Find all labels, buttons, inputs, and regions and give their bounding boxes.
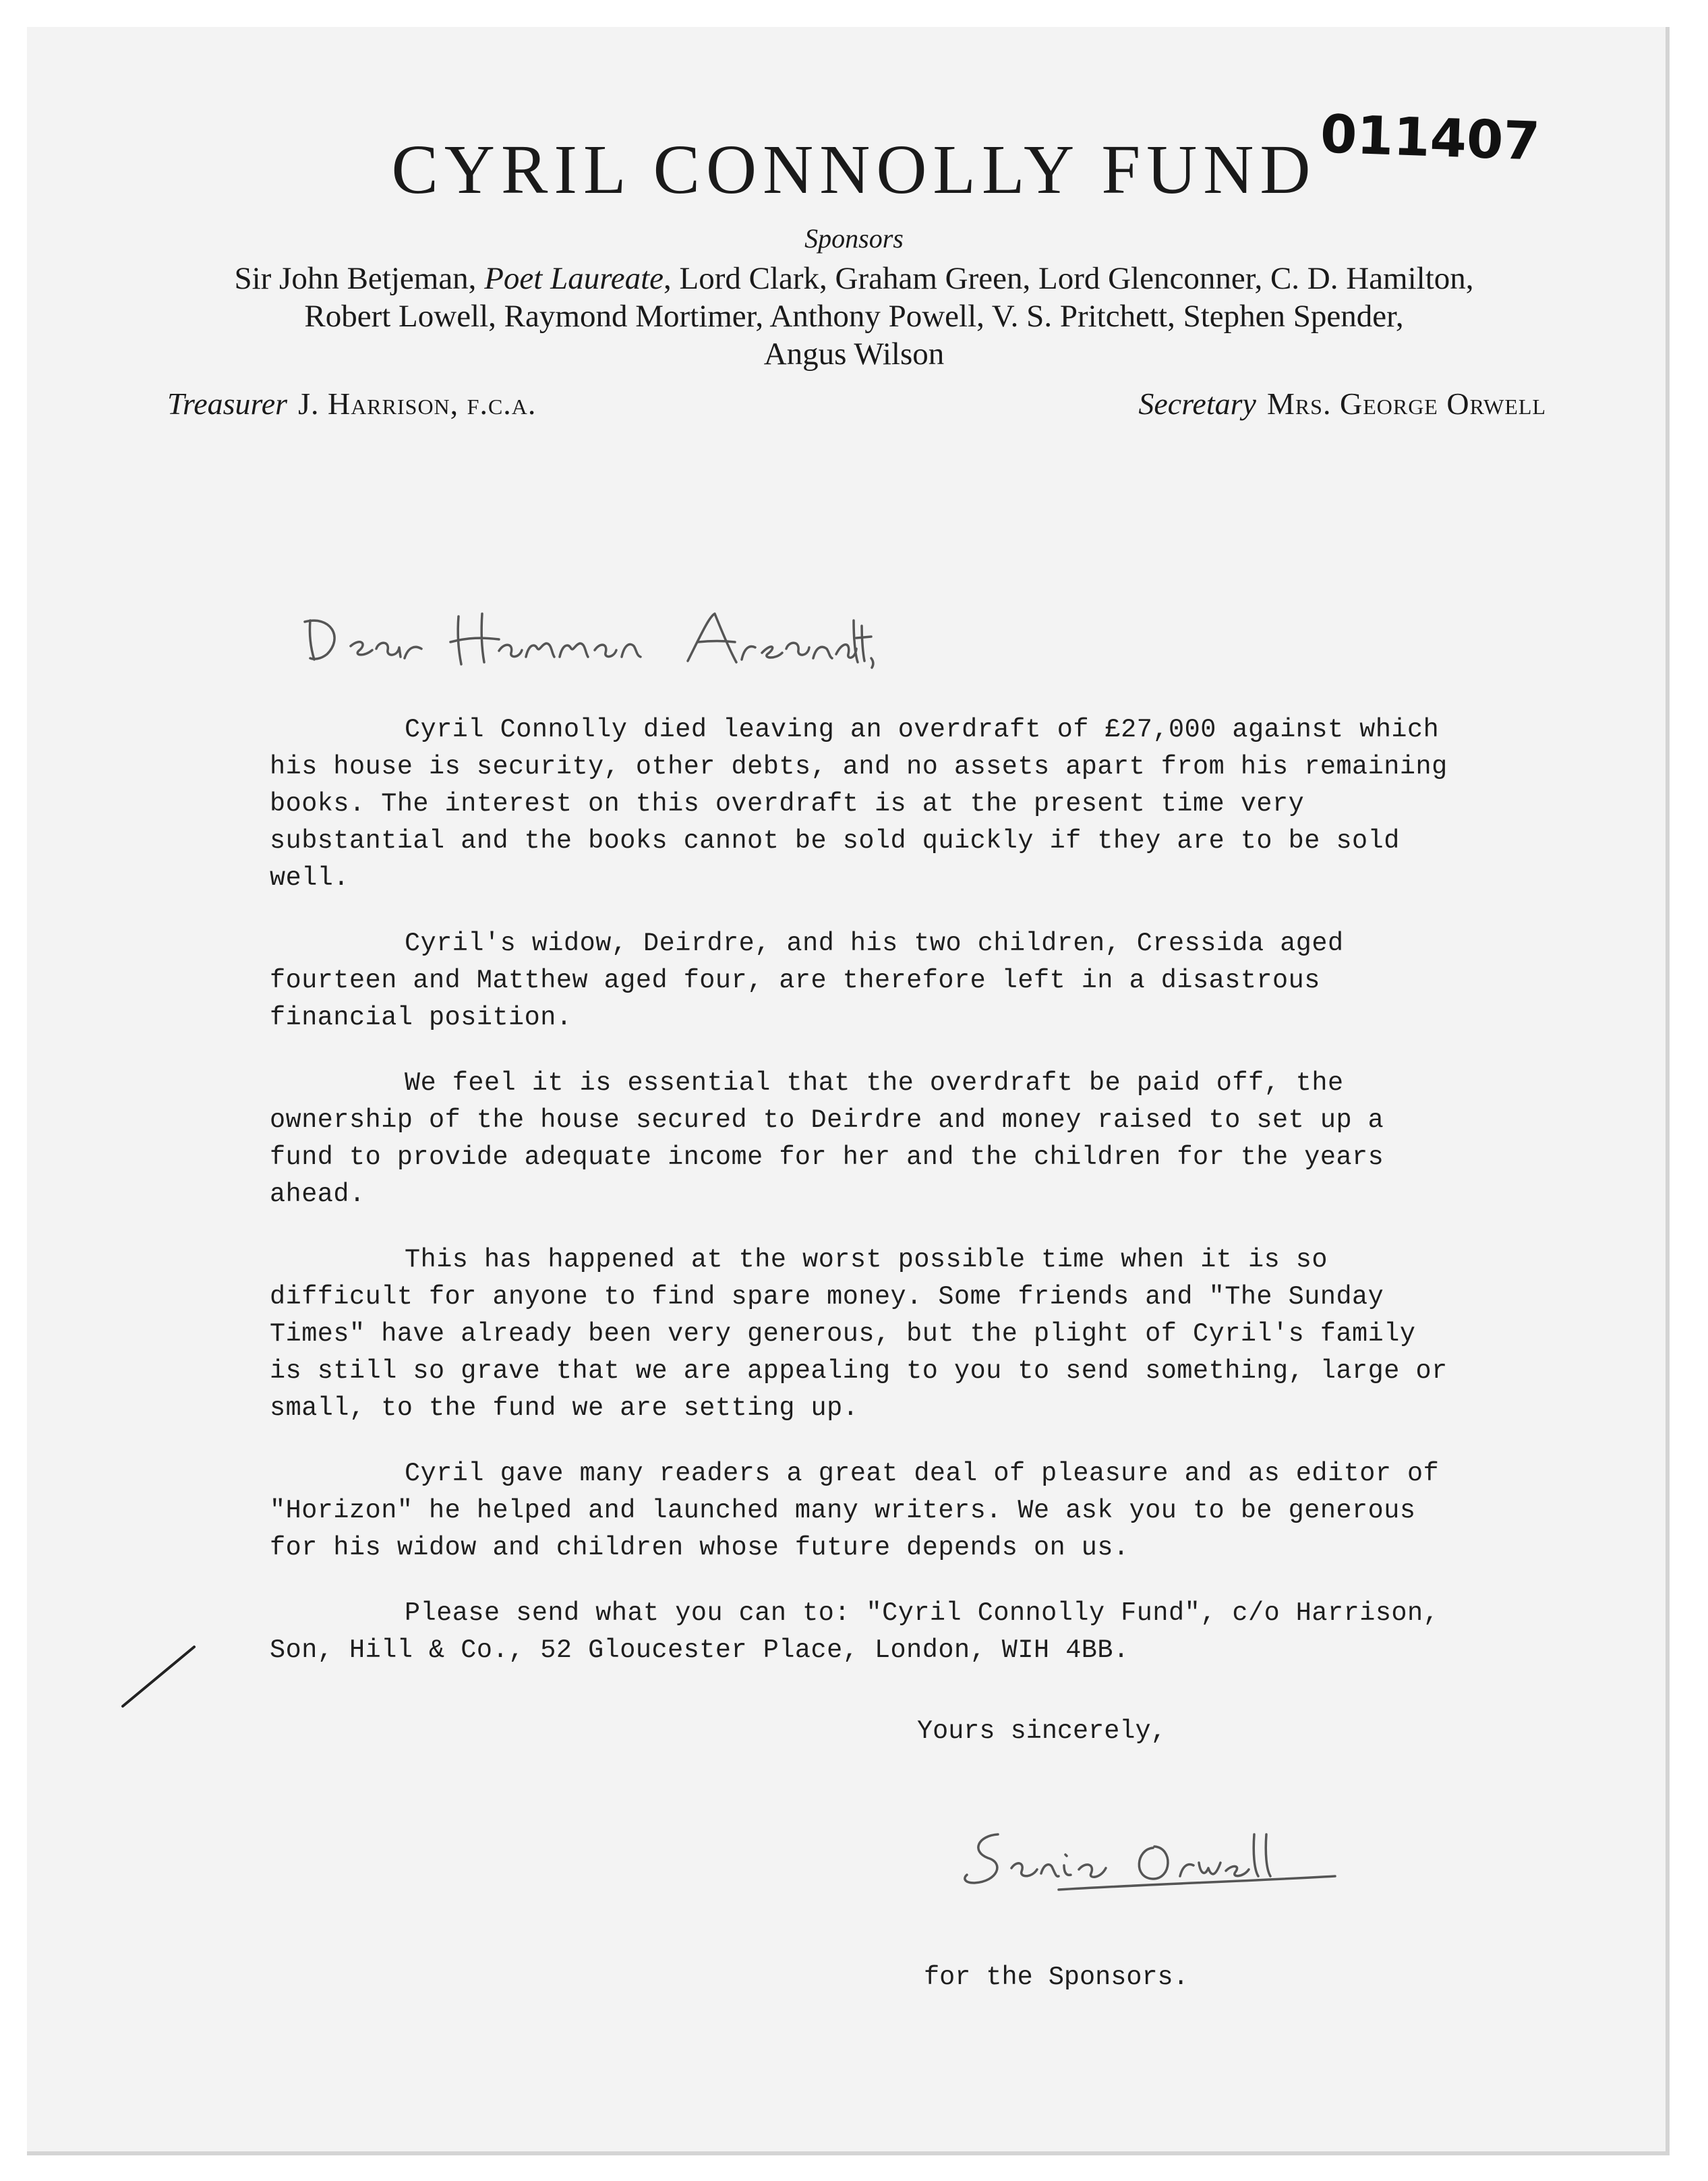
treasurer-name: J. Harrison, f.c.a.: [298, 386, 537, 421]
signature-line: for the Sponsors.: [924, 1962, 1189, 1992]
sponsors-line-1-end: , Lord Clark, Graham Green, Lord Glenconner, C. D. Hamilton,: [664, 261, 1474, 296]
sponsors-line-1-start: Sir John Betjeman,: [234, 261, 485, 296]
document-number-stamp: 011407: [1319, 104, 1541, 173]
treasurer: [167, 386, 536, 421]
treasurer-label: Treasurer: [167, 386, 288, 421]
sponsors-line-3: Angus Wilson: [763, 337, 945, 372]
secretary-name: Mrs. George Orwell: [1266, 386, 1546, 421]
sponsors-list: [135, 260, 1573, 373]
signature-handwriting-drawing: [958, 1821, 1389, 1909]
letter-body: [270, 711, 1456, 1697]
margin-check-mark-drawing: [115, 1639, 202, 1713]
poet-laureate-title: Poet Laureate: [484, 261, 664, 296]
secretary-label: Secretary: [1138, 386, 1256, 421]
closing-line: Yours sincerely,: [917, 1716, 1167, 1746]
letter-paragraph: This has happened at the worst possible time when it is so difficult for anyone to find spare money. Some friends and "The Sunday Times" have already been very generous, but the plight of Cyril's family is still so grave that we are appealing to you to send something, large or small, to the fund we are setting up.: [270, 1245, 1448, 1423]
letter-paragraph: Please send what you can to: "Cyril Connolly Fund", c/o Harrison, Son, Hill & Co., 52 Gloucester Place, London, WIH 4BB.: [270, 1598, 1440, 1665]
sponsors-label: Sponsors: [804, 223, 904, 254]
salutation-handwriting-drawing: [297, 600, 877, 681]
sponsors-line-1: [135, 260, 1573, 297]
letter-paragraph: Cyril's widow, Deirdre, and his two children, Cressida aged fourteen and Matthew aged four, are therefore left in a disastrous financial position.: [270, 929, 1344, 1033]
secretary: [1138, 386, 1546, 421]
letter-paragraph: We feel it is essential that the overdraft be paid off, the ownership of the house secured to Deirdre and money raised to set up a fund to provide adequate income for her and the children for the years ahead.: [270, 1068, 1384, 1209]
sponsors-line-2: Robert Lowell, Raymond Mortimer, Anthony Powell, V. S. Pritchett, Stephen Spender,: [304, 299, 1404, 334]
margin-check-mark: [115, 1639, 202, 1713]
letter-paragraph: Cyril Connolly died leaving an overdraft of £27,000 against which his house is security, other debts, and no assets apart from his remaining books. The interest on this overdraft is at the present time very substantial and the books cannot be sold quickly if they are to be sold well.: [270, 715, 1448, 893]
letter-paragraph: Cyril gave many readers a great deal of pleasure and as editor of "Horizon" he helped and launched many writers. We ask you to be generous for his widow and children whose future depends on us.: [270, 1459, 1440, 1563]
letterhead-title: CYRIL CONNOLLY FUND: [391, 131, 1317, 208]
handwritten-signature: [958, 1821, 1389, 1909]
handwritten-salutation: [297, 600, 877, 681]
